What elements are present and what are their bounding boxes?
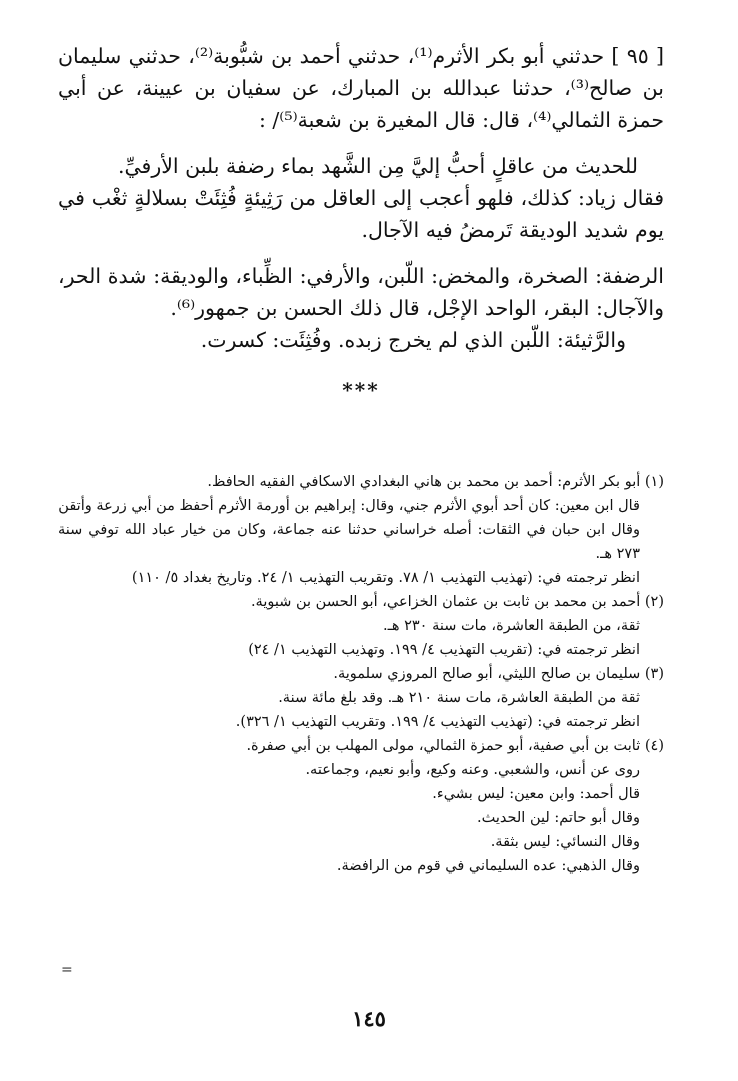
footnote-reference: انظر ترجمته في: (تهذيب التهذيب ١/ ٧٨. وتقريب التهذيب ١/ ٢٤. وتاريخ بغداد ٥/ ١١٠): [131, 570, 640, 586]
paragraph-glossary: الرضفة: الصخرة، والمخض: اللّبن، والأرفي: الظِّباء، والوديقة: شدة الحر، والآجال: البقر، الواحد الإجْل، قال ذلك الحسن بن جمهور⁽⁶⁾.: [58, 264, 664, 320]
paragraph-glossary-2: والرَّثيئة: اللّبن الذي لم يخرج زبده. وفُثِئَت: كسرت.: [200, 328, 626, 352]
page-number: ١٤٥: [352, 1006, 386, 1031]
footnote-line: ثقة من الطبقة العاشرة، مات سنة ٢١٠ هـ. وقد بلغ مائة سنة.: [278, 690, 640, 706]
footnotes: [58, 470, 664, 878]
footnote-line: ثقة، من الطبقة العاشرة، مات سنة ٢٣٠ هـ.: [382, 618, 640, 634]
footnote-line: وقال الذهبي: عده السليماني في قوم من الرافضة.: [336, 858, 640, 874]
footnote-line: وقال ابن حبان في الثقات: أصله خراساني حدثنا عنه جماعة، وكان من خيار عباد الله توفي سنة ٢٧٣ هـ.: [58, 522, 640, 562]
footnote-line: قال ابن معين: كان أحد أبوي الأثرم جني، وقال: إبراهيم بن أورمة الأثرم أحفظ من أبي زرعة وأتقن: [58, 498, 640, 514]
footnote-1-heading: (١) أبو بكر الأثرم: أحمد بن محمد بن هاني البغدادي الاسكافي الفقيه الحافظ.: [207, 474, 664, 490]
footnote-line: روى عن أنس، والشعبي. وعنه وكيع، وأبو نعيم، وجماعته.: [305, 762, 640, 778]
footnote-2-heading: (٢) أحمد بن محمد بن ثابت بن عثمان الخزاعي، أبو الحسن بن شبوية.: [250, 594, 664, 610]
paragraph-isnad: [ ٩٥ ] حدثني أبو بكر الأثرم⁽¹⁾، حدثني أحمد بن شبُّوبة⁽²⁾، حدثني سليمان بن صالح⁽³⁾، حدثنا عبدالله بن المبارك، عن سفيان بن عيينة، عن أبي حمزة الثمالي⁽⁴⁾، قال: قال المغيرة بن شعبة⁽⁵⁾/ :: [58, 44, 665, 132]
footnote-line: وقال أبو حاتم: لين الحديث.: [477, 810, 640, 826]
footnote-line: قال أحمد: وابن معين: ليس بشيء.: [432, 786, 640, 802]
paragraph-reply: فقال زياد: كذلك، فلهو أعجب إلى العاقل من رَثِيئةٍ فُثِئَتْ بسلالةٍ ثغْب في يوم شديد الوديقة تَرمضُ فيه الآجال.: [58, 186, 664, 242]
footnote-3-heading: (٣) سليمان بن صالح الليثي، أبو صالح المروزي سلموية.: [333, 666, 664, 682]
section-separator: ***: [342, 378, 380, 402]
main-text: [58, 40, 664, 356]
footnote-reference: انظر ترجمته في: (تقريب التهذيب ٤/ ١٩٩. وتهذيب التهذيب ١/ ٢٤): [248, 642, 640, 658]
footnote-4-heading: (٤) ثابت بن أبي صفية، أبو حمزة الثمالي، مولى المهلب بن أبي صفرة.: [246, 738, 664, 754]
footnote-line: وقال النسائي: ليس بثقة.: [490, 834, 640, 850]
paragraph-saying: للحديث من عاقلٍ أحبُّ إليَّ مِن الشَّهد بماء رضفة بلبن الأرفيِّ.: [117, 154, 638, 178]
margin-mark: =: [61, 962, 73, 978]
page-content: [58, 40, 664, 1081]
footnote-reference: انظر ترجمته في: (تهذيب التهذيب ٤/ ١٩٩. وتقريب التهذيب ١/ ٣٢٦).: [235, 714, 640, 730]
